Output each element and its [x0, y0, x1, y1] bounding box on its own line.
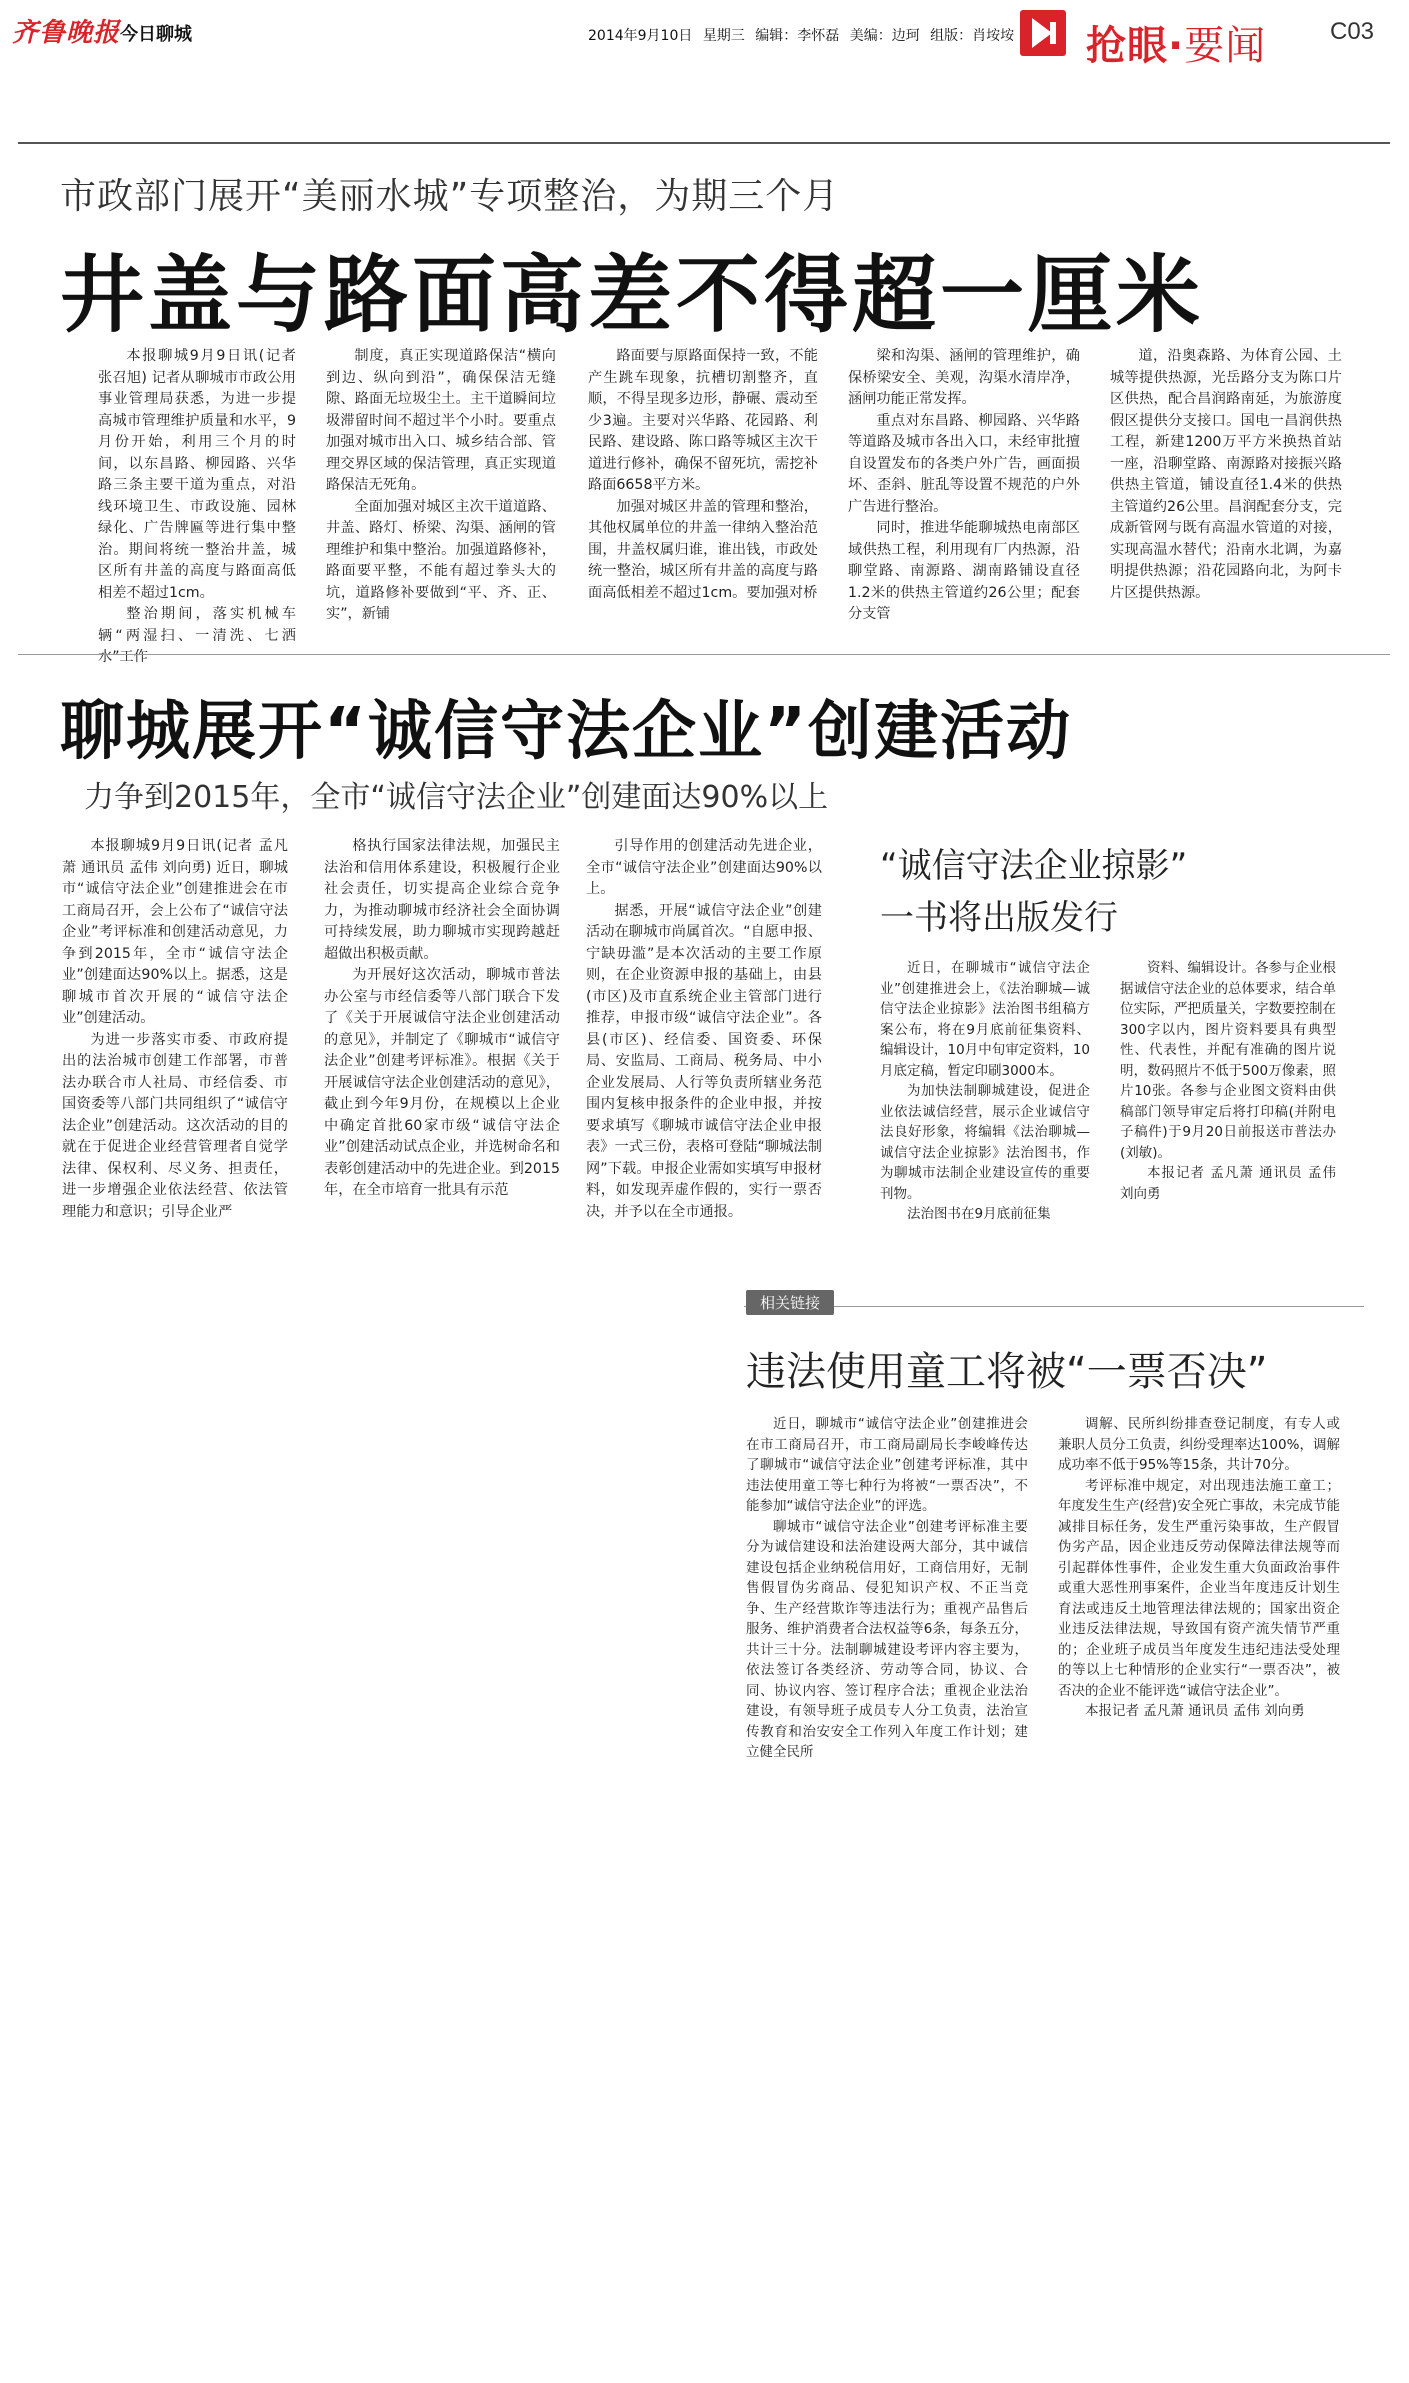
- article1-column-3: 路面要与原路面保持一致，不能产生跳车现象，抗槽切割整齐，直顺，不得呈现多边形，静碾、震动至少3遍。主要对兴华路、花园路、利民路、建设路、陈口路等城区主次干道进行修补，确保不留死坑，需挖补路面6658平方米。 加强对城区井盖的管理和整治，其他权属单位的井盖一律纳入整治范围，井盖权属归谁，谁出钱，市政处统一整治，城区所有井盖的高度与路面高低相差不超过1cm。要加强对桥: [588, 348, 818, 601]
- layout-credit: 组版：肖垵垵: [930, 28, 1015, 44]
- sidebar-headline-line2: 一书将出版发行: [880, 898, 1118, 938]
- issue-info: [588, 25, 1014, 45]
- sidebar-column-2: 资料、编辑设计。各参与企业根据诚信守法企业的总体要求，结合单位实际，严把质量关，字数要控制在300字以内，图片资料要具有典型性、代表性，并配有准确的图片说明，数码照片不低于500万像素，照片10张。各参与企业图文资料由供稿部门领导审定后将打印稿(并附电子稿件)于9月20日前报送市普法办(刘敏)。 本报记者 孟凡萧 通讯员 孟伟 刘向勇: [1120, 960, 1336, 1202]
- article2-headline: 聊城展开“诚信守法企业”创建活动: [60, 695, 1073, 769]
- issue-weekday: 星期三: [702, 28, 745, 44]
- masthead-rule: [18, 142, 1390, 144]
- article2-column-3: 引导作用的创建活动先进企业，全市“诚信守法企业”创建面达90%以上。 据悉，开展“诚信守法企业”创建活动在聊城市尚属首次。“自愿申报、宁缺毋滥”是本次活动的主要工作原则，在企业资源申报的基础上，由县(市区)及市直系统企业主管部门进行推荐，申报市级“诚信守法企业”。各县(市区)、经信委、国资委、环保局、安监局、工商局、税务局、中小企业发展局、人行等负责所辖业务范围内复核申报条件的企业申报，并按要求填写《聊城市诚信守法企业申报表》一式三份，表格可登陆“聊城法制网”下载。申报企业需如实填写申报材料，如发现弄虚作假的，实行一票否决，并予以在全市通报。: [586, 838, 822, 1220]
- edition-name: 今日聊城: [120, 24, 192, 45]
- article2-subhead: 力争到2015年，全市“诚信守法企业”创建面达90%以上: [84, 780, 829, 815]
- sidebar-headline: [880, 840, 1187, 944]
- article1-column-4: 梁和沟渠、涵闸的管理维护，确保桥梁安全、美观，沟渠水清岸净，涵闸功能正常发挥。 重点对东昌路、柳园路、兴华路等道路及城市各出入口，未经审批擅自设置发布的各类户外广告，画面损坏、歪斜、脏乱等设置不规范的户外广告进行整治。 同时，推进华能聊城热电南部区域供热工程，利用现有厂内热源，沿聊堂路、南源路、湖南路铺设直径1.2米的供热主管道约26公里；配套分支管: [848, 348, 1080, 622]
- sidebar-column-1: 近日，在聊城市“诚信守法企业”创建推进会上，《法治聊城—诚信守法企业掠影》法治图书组稿方案公布，将在9月底前征集资料、编辑设计，10月中旬审定资料，10月底定稿，暂定印刷3000本。 为加快法制聊城建设，促进企业依法诚信经营，展示企业诚信守法良好形象，将编辑《法治聊城—诚信守法企业掠影》法治图书，作为聊城市法制企业建设宣传的重要刊物。 法治图书在9月底前征集: [880, 960, 1090, 1222]
- article1-headline: 井盖与路面高差不得超一厘米: [60, 246, 1205, 344]
- editor-credit: 编辑：李怀磊: [755, 28, 840, 44]
- article2-column-2: 格执行国家法律法规，加强民主法治和信用体系建设，积极履行企业社会责任，切实提高企业综合竞争力，为推动聊城市经济社会全面协调可持续发展，助力聊城市实现跨越赶超做出积极贡献。 为开展好这次活动，聊城市普法办公室与市经信委等八部门联合下发了《关于开展诚信守法企业创建活动的意见》，并制定了《聊城市“诚信守法企业”创建考评标准》。根据《关于开展诚信守法企业创建活动的意见》，截止到今年9月份，在规模以上企业中确定首批60家市级“诚信守法企业”创建活动试点企业，并选树命名和表彰创建活动中的先进企业。到2015年，在全市培育一批具有示范: [324, 838, 560, 1198]
- article1-column-5: 道，沿奥森路、为体育公园、土城等提供热源，光岳路分支为陈口片区供热，配合昌润路南延，为旅游度假区提供分支接口。国电一昌润供热工程，新建1200万平方米换热首站一座，沿聊堂路、南源路对接振兴路供热主管道，铺设直径1.4米的供热主管道约26公里。昌润配套分支，完成新管网与既有高温水管道的对接，实现高温水替代；沿南水北调，为嘉明提供热源；沿花园路向北，为阿卡片区提供热源。: [1110, 348, 1342, 601]
- page-number: C03: [1330, 18, 1375, 45]
- art-editor-credit: 美编：边珂: [849, 28, 920, 44]
- article1-column-2: 制度，真正实现道路保洁“横向到边、纵向到沿”，确保保洁无缝隙、路面无垃圾尘土。主干道瞬间垃圾滞留时间不超过半个小时。要重点加强对城市出入口、城乡结合部、管理交界区域的保洁管理，真正实现道路保洁无死角。 全面加强对城区主次干道道路、井盖、路灯、桥梁、沟渠、涵闸的管理维护和集中整治。加强道路修补，路面要平整，不能有超过拳头大的坑，道路修补要做到“平、齐、正、实”，新铺: [326, 348, 556, 622]
- issue-date: 2014年9月10日: [588, 28, 693, 44]
- section-dot: ·: [1168, 23, 1185, 69]
- article2-column-1: 本报聊城9月9日讯(记者 孟凡萧 通讯员 孟伟 刘向勇) 近日，聊城市“诚信守法企业”创建推进会在市工商局召开，会上公布了“诚信守法企业”考评标准和创建活动意见，力争到2015年，全市“诚信守法企业”创建面达90%以上。据悉，这是聊城市首次开展的“诚信守法企业”创建活动。 为进一步落实市委、市政府提出的法治城市创建工作部署，市普法办联合市人社局、市经信委、市国资委等八部门共同组织了“诚信守法企业”创建活动。这次活动的目的就在于促进企业经营管理者自觉学法律、保权利、尽义务、担责任，进一步增强企业依法经营、依法管理能力和意识；引导企业严: [62, 838, 288, 1220]
- related-column-1: 近日，聊城市“诚信守法企业”创建推进会在市工商局召开，市工商局副局长李峻峰传达了聊城市“诚信守法企业”创建考评标准，其中违法使用童工等七种行为将被“一票否决”，不能参加“诚信守法企业”的评选。 聊城市“诚信守法企业”创建考评标准主要分为诚信建设和法治建设两大部分，其中诚信建设包括企业纳税信用好，工商信用好，无制售假冒伪劣商品、侵犯知识产权、不正当竞争、生产经营欺诈等违法行为；重视产品售后服务、维护消费者合法权益等6条，每条五分，共计三十分。法制聊城建设考评内容主要为，依法签订各类经济、劳动等合同，协议、合同、协议内容、签订程序合法；重视企业法治建设，有领导班子成员专人分工负责，法治宣传教育和治安安全工作列入年度工作计划；建立健全民所: [746, 1416, 1028, 1760]
- newspaper-logo: 齐鲁晚报: [12, 18, 121, 48]
- article-divider: [18, 654, 1390, 655]
- article1-column-1: 本报聊城9月9日讯(记者 张召旭) 记者从聊城市市政公用事业管理局获悉，为进一步提高城市管理维护质量和水平，9月份开始，利用三个月的时间，以东昌路、柳园路、兴华路三条主要干道为重点，对沿线环境卫生、市政设施、园林绿化、广告牌匾等进行集中整治。期间将统一整治井盖，城区所有井盖的高度与路面高低相差不超过1cm。 整治期间，落实机械车辆“两湿扫、一清洗、七洒水”工作: [98, 348, 296, 665]
- related-tag: 相关链接: [746, 1290, 834, 1315]
- section-flag-icon: [1020, 10, 1066, 56]
- section-sub: 要闻: [1184, 23, 1267, 69]
- related-column-2: 调解、民所纠纷排查登记制度，有专人或兼职人员分工负责，纠纷受理率达100%，调解成功率不低于95%等15条，共计70分。 考评标准中规定，对出现违法施工童工；年度发生生产(经营)安全死亡事故，未完成节能减排目标任务，发生严重污染事故，生产假冒伪劣产品，因企业违反劳动保障法律法规等而引起群体性事件，企业发生重大负面政治事件或重大恶性刑事案件，企业当年度违反计划生育法或违反土地管理法律法规的；国家出资企业违反法律法规，导致国有资产流失情节严重的；企业班子成员当年度发生违纪违法受处理的等以上七种情形的企业实行“一票否决”，被否决的企业不能评选“诚信守法企业”。 本报记者 孟凡萧 通讯员 孟伟 刘向勇: [1058, 1416, 1340, 1719]
- section-main: 抢眼: [1086, 23, 1168, 69]
- related-rule: [744, 1306, 1364, 1307]
- article1-kicker: 市政部门展开“美丽水城”专项整治，为期三个月: [60, 176, 840, 217]
- section-title: [1086, 14, 1266, 71]
- sidebar-headline-line1: “诚信守法企业掠影”: [880, 846, 1188, 886]
- related-headline: 违法使用童工将被“一票否决”: [746, 1349, 1268, 1395]
